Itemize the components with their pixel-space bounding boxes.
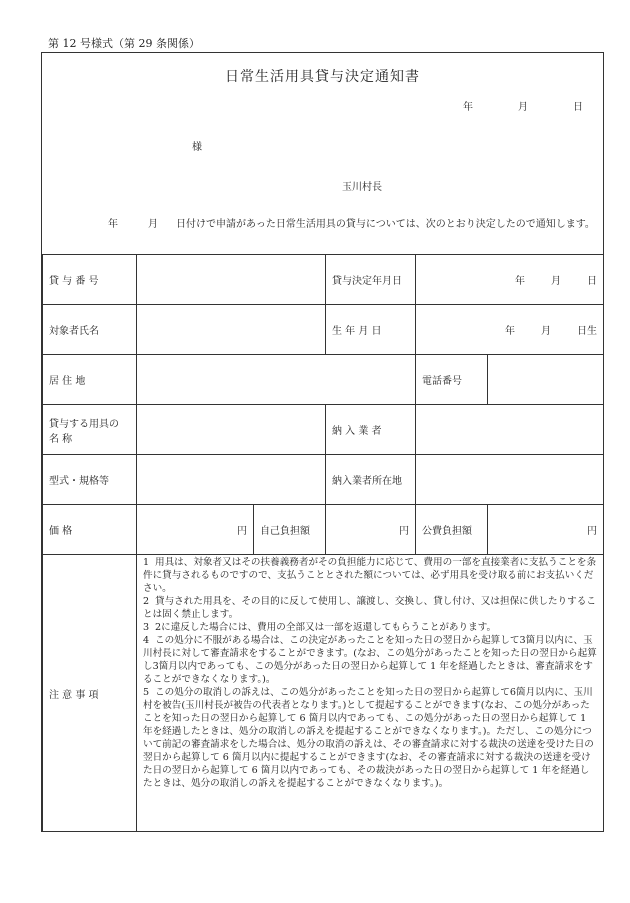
public-pay-label: 公費負担額 bbox=[416, 505, 488, 555]
date-month: 月 bbox=[518, 102, 528, 113]
notice-form bbox=[41, 52, 604, 832]
table-row bbox=[43, 505, 604, 555]
note-4: 4 この処分に不服がある場合は、この決定があったことを知った日の翌日から起算して3箇月以内に、玉川村長に対して審査請求をすることができます。(なお、この処分があったことを知った日の翌日から起算し3箇月以内であっても、この処分があった日の翌日から起算して 1 年を経過したときは、審査請求をすることができなくなります。)。 bbox=[143, 635, 597, 685]
notes-label: 注 意 事 項 bbox=[43, 555, 137, 832]
details-table bbox=[42, 254, 604, 832]
loan-decision-date-label: 貸与決定年月日 bbox=[326, 255, 416, 305]
address-label: 居 住 地 bbox=[43, 355, 137, 405]
loan-decision-date-value: 年 月 日 bbox=[416, 255, 604, 305]
notes-content bbox=[137, 555, 604, 832]
birth-date-label: 生 年 月 日 bbox=[326, 305, 416, 355]
supplier-address-label: 納入業者所在地 bbox=[326, 455, 416, 505]
self-pay-label: 自己負担額 bbox=[254, 505, 326, 555]
issue-date bbox=[463, 98, 583, 113]
price-label: 価 格 bbox=[43, 505, 137, 555]
subject-name-label: 対象者氏名 bbox=[43, 305, 137, 355]
item-name-label: 貸与する用具の 名 称 bbox=[43, 405, 137, 455]
table-row bbox=[43, 255, 604, 305]
table-row bbox=[43, 355, 604, 405]
loan-number-value bbox=[137, 255, 326, 305]
date-day: 日 bbox=[573, 102, 583, 113]
form-number: 第 12 号様式（第 29 条関係） bbox=[48, 37, 200, 50]
body-text: 日付けで申請があった日常生活用具の貸与については、次のとおり決定したので通知します。 bbox=[176, 219, 595, 230]
phone-label: 電話番号 bbox=[416, 355, 488, 405]
table-row bbox=[43, 305, 604, 355]
date-year: 年 bbox=[463, 102, 473, 113]
issuer-name: 玉川村長 bbox=[342, 182, 382, 193]
body-year: 年 bbox=[108, 219, 118, 230]
model-label: 型式・規格等 bbox=[43, 455, 137, 505]
table-row bbox=[43, 455, 604, 505]
note-3: 3 2に違反した場合には、費用の全部又は一部を返還してもらうことがあります。 bbox=[143, 622, 497, 633]
supplier-value bbox=[416, 405, 604, 455]
note-2: 2 貸与された用具を、その目的に反して使用し、譲渡し、交換し、貸し付け、又は担保に供したりすることは固く禁止します。 bbox=[143, 596, 596, 620]
address-value bbox=[137, 355, 416, 405]
supplier-label: 納 入 業 者 bbox=[326, 405, 416, 455]
document-title: 日常生活用具貸与決定通知書 bbox=[225, 69, 420, 85]
table-row bbox=[43, 555, 604, 832]
price-value: 円 bbox=[137, 505, 254, 555]
body-month: 月 bbox=[148, 219, 158, 230]
birth-date-value: 年 月 日生 bbox=[416, 305, 604, 355]
supplier-address-value bbox=[416, 455, 604, 505]
notice-header bbox=[42, 53, 603, 254]
note-5: 5 この処分の取消しの訴えは、この処分があったことを知った日の翌日から起算して6箇月以内に、玉川村を被告(玉川村長が被告の代表者となります。)として提起することができます(なお、この処分があったことを知った日の翌日から起算して 6 箇月以内であっても、この処分があった日の翌日から起算して 1 年を経過したときは、処分の取消しの訴えを提起することができなくなります。)。ただし、この処分について前記の審査請求をした場合は、処分の取消の訴えは、その審査請求に対する裁決の送達を受けた日の翌日から起算して 6 箇月以内に提起することができます(なお、その審査請求に対する裁決の送達を受けた日の翌日から起算して 6 箇月以内であっても、その裁決があった日の翌日から起算して 1 年を経過したときは、処分の取消しの訴えを提起することができなくなります。)。 bbox=[143, 687, 594, 789]
phone-value bbox=[488, 355, 604, 405]
public-pay-value: 円 bbox=[488, 505, 604, 555]
loan-number-label: 貸 与 番 号 bbox=[43, 255, 137, 305]
note-1: 1 用具は、対象者又はその扶養義務者がその負担能力に応じて、費用の一部を直接業者に支払うことを条件に貸与されるものですので、支払うこととされた額については、必ず用具を受け取る前にお支払いください。 bbox=[143, 557, 597, 594]
self-pay-value: 円 bbox=[326, 505, 416, 555]
subject-name-value bbox=[137, 305, 326, 355]
model-value bbox=[137, 455, 326, 505]
notice-body bbox=[48, 215, 596, 235]
table-row bbox=[43, 405, 604, 455]
addressee-suffix: 様 bbox=[192, 142, 202, 153]
item-name-value bbox=[137, 405, 326, 455]
